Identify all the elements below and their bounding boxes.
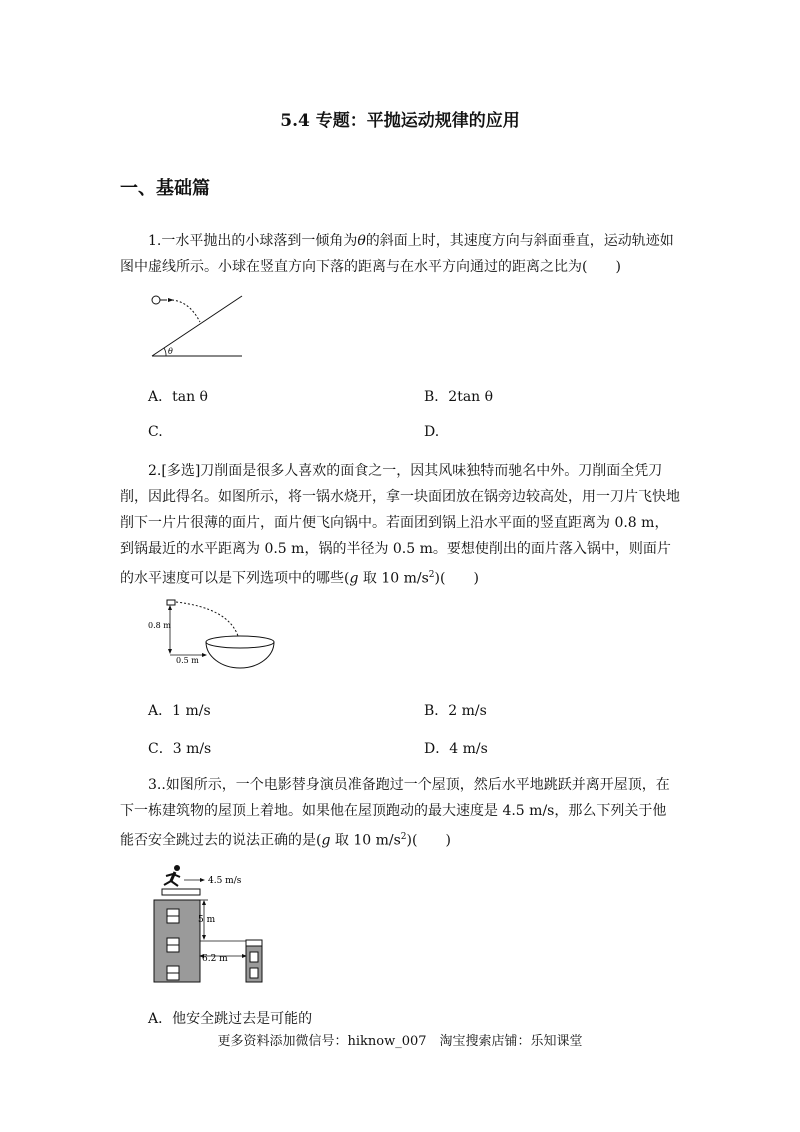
distance-label: 0.5 m [176,656,199,665]
question-2-figure [140,596,280,676]
dough [167,600,175,605]
theta-label: θ [168,347,173,356]
ball [152,296,160,304]
page-title: 5.4 专题：平抛运动规律的应用 [280,111,520,131]
runner-icon [164,865,180,886]
height-label: 5 m [198,915,216,925]
q1-option-a: A．tan θ [148,389,208,405]
q2-option-a: A．1 m/s [148,703,211,719]
distance-label: 6.2 m [202,954,228,964]
incline [152,296,242,356]
question-1-figure [140,292,250,362]
q2-option-c: C．3 m/s [148,741,212,757]
question-3-figure [140,862,280,986]
question-2-text: 2.[多选]刀削面是很多人喜欢的面食之一，因其风味独特而驰名中外。刀削面全凭刀削，因此得名。如图所示，将一锅水烧开，拿一块面团放在锅旁边较高处，用一刀片飞快地削下一片片很薄的面片，面片便飞向锅中。若面团到锅上沿水平面的竖直距离为 0.8 m，到锅最近的水平距离为 0.5 m，锅的半径为 0.5 m。要想使削出的面片落入锅中，则面片的水平速度可以是下列选项中的哪些(g 取 10 $m/s^2$)( ) [120,463,680,587]
footer-note: 更多资料添加微信号：hiknow_007 淘宝搜索店铺：乐知课堂 [217,1034,583,1049]
q3-option-a: A．他安全跳过去是可能的 [148,1011,313,1027]
trajectory [176,602,238,636]
question-3-text: 3..如图所示，一个电影替身演员准备跑过一个屋顶，然后水平地跳跃并离开屋顶，在下一栋建筑物的屋顶上着地。如果他在屋顶跑动的最大速度是 4.5 m/s，那么下列关于他能否安全跳过去的说法正确的是(g 取 10 $m/s^2$)( ) [120,777,670,849]
section-heading: 一、基础篇 [120,178,210,199]
q2-option-d: D．4 m/s [424,741,488,757]
question-1-text: 1.一水平抛出的小球落到一倾角为θ的斜面上时，其速度方向与斜面垂直，运动轨迹如图中虚线所示。小球在竖直方向下落的距离与在水平方向通过的距离之比为( ) [120,233,674,275]
height-label: 0.8 m [148,621,171,630]
trajectory [168,300,200,322]
q2-option-b: B．2 m/s [424,703,487,719]
pot-rim [206,636,274,648]
speed-label: 4.5 m/s [208,876,242,886]
q1-option-d: D. [424,424,440,440]
q1-option-c: C. [148,424,163,440]
q1-option-b: B．2tan θ [424,389,494,405]
